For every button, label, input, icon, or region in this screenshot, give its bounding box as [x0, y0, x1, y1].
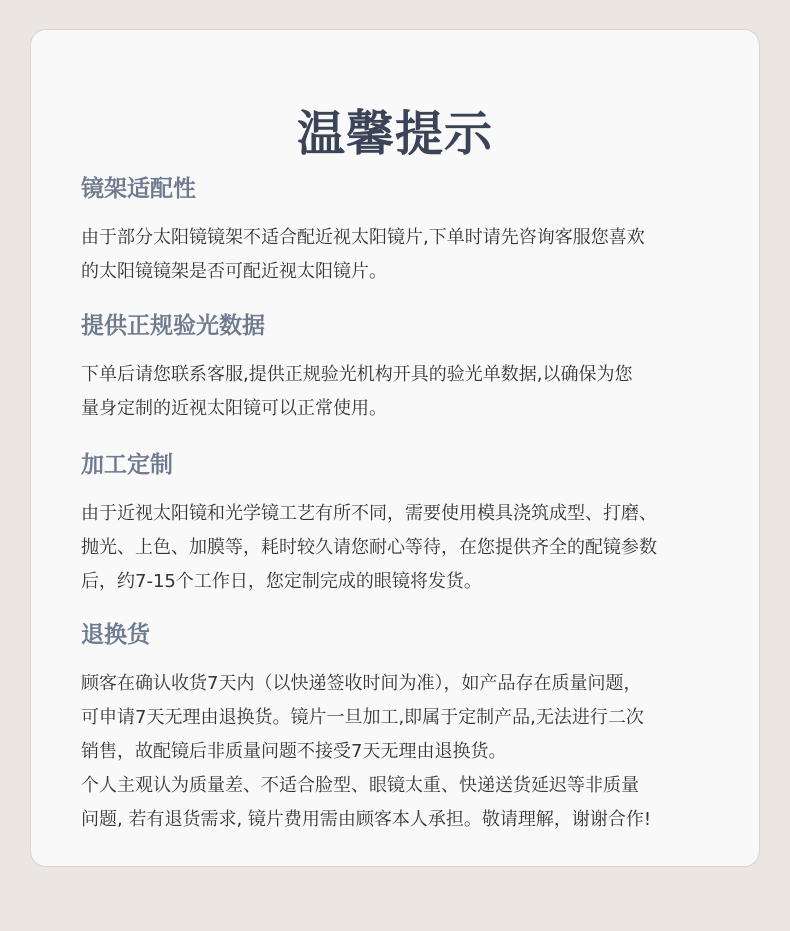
body-line: 销售，故配镜后非质量问题不接受7天无理由退换货。 — [81, 741, 507, 762]
section-frame-compatibility — [81, 174, 731, 289]
section-body — [81, 667, 731, 837]
body-line: 个人主观认为质量差、不适合脸型、眼镜太重、快递送货延迟等非质量 — [81, 775, 639, 796]
body-line: 由于部分太阳镜镜架不适合配近视太阳镜片,下单时请先咨询客服您喜欢 — [81, 227, 645, 248]
body-line: 顾客在确认收货7天内（以快递签收时间为准），如产品存在质量问题， — [81, 673, 642, 694]
section-prescription-data — [81, 311, 731, 426]
body-line: 的太阳镜镜架是否可配近视太阳镜片。 — [81, 261, 387, 282]
body-line: 由于近视太阳镜和光学镜工艺有所不同，需要使用模具浇筑成型、打磨、 — [81, 503, 657, 524]
section-body — [81, 497, 731, 599]
body-line: 量身定制的近视太阳镜可以正常使用。 — [81, 398, 387, 419]
section-custom-processing — [81, 450, 731, 599]
section-heading: 退换货 — [81, 622, 150, 648]
body-line: 抛光、上色、加膜等，耗时较久请您耐心等待，在您提供齐全的配镜参数 — [81, 537, 657, 558]
section-body — [81, 358, 731, 426]
section-body — [81, 221, 731, 289]
section-heading: 镜架适配性 — [81, 176, 196, 202]
body-line: 后，约7-15个工作日，您定制完成的眼镜将发货。 — [81, 571, 482, 592]
page-title: 温馨提示 — [296, 106, 493, 162]
notice-card — [30, 29, 760, 867]
section-heading: 加工定制 — [81, 452, 173, 478]
body-line: 下单后请您联系客服,提供正规验光机构开具的验光单数据,以确保为您 — [81, 364, 633, 385]
section-returns — [81, 620, 731, 837]
section-heading: 提供正规验光数据 — [81, 313, 265, 339]
body-line: 可申请7天无理由退换货。镜片一旦加工,即属于定制产品,无法进行二次 — [81, 707, 644, 728]
body-line: 问题, 若有退货需求, 镜片费用需由顾客本人承担。敬请理解，谢谢合作! — [81, 809, 652, 830]
